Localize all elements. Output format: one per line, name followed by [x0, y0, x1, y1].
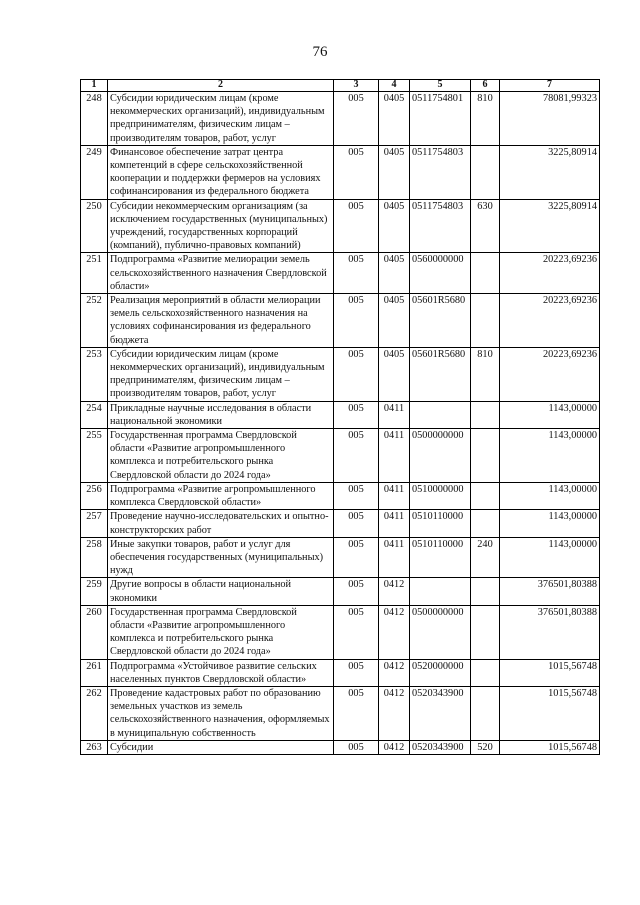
row-vid — [471, 145, 500, 199]
page-number: 76 — [312, 44, 328, 60]
row-razdel: 0405 — [379, 294, 410, 348]
row-vid — [471, 253, 500, 294]
row-number: 255 — [81, 429, 108, 483]
row-ved: 005 — [334, 145, 379, 199]
row-name: Субсидии некоммерческим организациям (за исключением государственных (муниципальных) учреждений, государственных корпораций (компаний), публично-правовых компаний) — [108, 199, 334, 253]
row-sum: 1015,56748 — [500, 740, 600, 754]
row-name: Подпрограмма «Развитие мелиорации земель сельскохозяйственного назначения Свердловской области» — [108, 253, 334, 294]
row-target: 0520343900 — [410, 740, 471, 754]
row-number: 256 — [81, 482, 108, 509]
row-number: 261 — [81, 659, 108, 686]
row-vid — [471, 401, 500, 428]
row-name: Подпрограмма «Устойчивое развитие сельских населенных пунктов Свердловской области» — [108, 659, 334, 686]
row-razdel: 0405 — [379, 145, 410, 199]
row-name: Проведение научно-исследовательских и опытно-конструкторских работ — [108, 510, 334, 537]
table-row — [81, 145, 600, 199]
row-vid — [471, 482, 500, 509]
row-sum: 1015,56748 — [500, 686, 600, 740]
row-number: 250 — [81, 199, 108, 253]
row-vid — [471, 510, 500, 537]
row-ved: 005 — [334, 740, 379, 754]
row-target: 0510000000 — [410, 482, 471, 509]
row-number: 258 — [81, 537, 108, 578]
row-razdel: 0405 — [379, 253, 410, 294]
row-target — [410, 578, 471, 605]
table-row — [81, 253, 600, 294]
row-razdel: 0412 — [379, 659, 410, 686]
row-ved: 005 — [334, 347, 379, 401]
row-sum: 78081,99323 — [500, 92, 600, 146]
row-ved: 005 — [334, 253, 379, 294]
table-row — [81, 401, 600, 428]
row-sum: 1143,00000 — [500, 537, 600, 578]
row-target: 0520000000 — [410, 659, 471, 686]
row-name: Субсидии — [108, 740, 334, 754]
table-row — [81, 686, 600, 740]
table-row — [81, 482, 600, 509]
table-row — [81, 605, 600, 659]
row-sum: 1143,00000 — [500, 401, 600, 428]
table-row — [81, 199, 600, 253]
row-target — [410, 401, 471, 428]
row-razdel: 0405 — [379, 92, 410, 146]
table-row — [81, 537, 600, 578]
row-razdel: 0412 — [379, 686, 410, 740]
row-ved: 005 — [334, 605, 379, 659]
row-target: 05601R5680 — [410, 294, 471, 348]
row-sum: 1015,56748 — [500, 659, 600, 686]
row-number: 249 — [81, 145, 108, 199]
row-name: Иные закупки товаров, работ и услуг для обеспечения государственных (муниципальных) нужд — [108, 537, 334, 578]
row-vid — [471, 578, 500, 605]
row-ved: 005 — [334, 92, 379, 146]
budget-table — [80, 79, 600, 755]
column-header: 5 — [410, 80, 471, 92]
row-target: 0500000000 — [410, 429, 471, 483]
row-target: 0500000000 — [410, 605, 471, 659]
row-target: 0510110000 — [410, 510, 471, 537]
row-sum: 376501,80388 — [500, 605, 600, 659]
row-target: 0511754803 — [410, 199, 471, 253]
row-number: 262 — [81, 686, 108, 740]
row-sum: 3225,80914 — [500, 145, 600, 199]
row-number: 248 — [81, 92, 108, 146]
row-sum: 1143,00000 — [500, 482, 600, 509]
row-number: 251 — [81, 253, 108, 294]
row-vid: 240 — [471, 537, 500, 578]
row-ved: 005 — [334, 482, 379, 509]
row-razdel: 0411 — [379, 510, 410, 537]
row-number: 260 — [81, 605, 108, 659]
row-vid — [471, 294, 500, 348]
row-target: 0560000000 — [410, 253, 471, 294]
row-razdel: 0412 — [379, 578, 410, 605]
row-name: Государственная программа Свердловской области «Развитие агропромышленного комплекса и потребительского рынка Свердловской области до 2024 года» — [108, 605, 334, 659]
row-sum: 1143,00000 — [500, 510, 600, 537]
row-number: 259 — [81, 578, 108, 605]
row-razdel: 0411 — [379, 401, 410, 428]
row-ved: 005 — [334, 510, 379, 537]
table-row — [81, 92, 600, 146]
table-row — [81, 659, 600, 686]
row-razdel: 0405 — [379, 347, 410, 401]
column-header: 1 — [81, 80, 108, 92]
row-ved: 005 — [334, 578, 379, 605]
row-vid: 810 — [471, 92, 500, 146]
row-ved: 005 — [334, 199, 379, 253]
row-target: 0510110000 — [410, 537, 471, 578]
row-name: Реализация мероприятий в области мелиорации земель сельскохозяйственного назначения на условиях софинансирования из федерального бюджета — [108, 294, 334, 348]
row-razdel: 0411 — [379, 537, 410, 578]
row-vid: 810 — [471, 347, 500, 401]
row-vid — [471, 605, 500, 659]
row-sum: 1143,00000 — [500, 429, 600, 483]
row-number: 263 — [81, 740, 108, 754]
row-sum: 20223,69236 — [500, 294, 600, 348]
row-target: 0511754801 — [410, 92, 471, 146]
row-vid: 520 — [471, 740, 500, 754]
row-target: 05601R5680 — [410, 347, 471, 401]
row-sum: 3225,80914 — [500, 199, 600, 253]
row-name: Проведение кадастровых работ по образованию земельных участков из земель сельскохозяйственного назначения, оформляемых в муниципальную собственность — [108, 686, 334, 740]
row-name: Другие вопросы в области национальной экономики — [108, 578, 334, 605]
row-sum: 376501,80388 — [500, 578, 600, 605]
table-row — [81, 347, 600, 401]
row-name: Подпрограмма «Развитие агропромышленного комплекса Свердловской области» — [108, 482, 334, 509]
row-vid — [471, 429, 500, 483]
table-row — [81, 578, 600, 605]
row-ved: 005 — [334, 401, 379, 428]
row-ved: 005 — [334, 294, 379, 348]
column-header: 2 — [108, 80, 334, 92]
row-number: 252 — [81, 294, 108, 348]
column-header: 6 — [471, 80, 500, 92]
row-number: 257 — [81, 510, 108, 537]
table-row — [81, 740, 600, 754]
column-header: 4 — [379, 80, 410, 92]
column-header: 7 — [500, 80, 600, 92]
row-razdel: 0411 — [379, 429, 410, 483]
row-sum: 20223,69236 — [500, 347, 600, 401]
row-ved: 005 — [334, 686, 379, 740]
table-row — [81, 510, 600, 537]
row-ved: 005 — [334, 659, 379, 686]
row-ved: 005 — [334, 429, 379, 483]
row-vid — [471, 686, 500, 740]
row-name: Финансовое обеспечение затрат центра компетенций в сфере сельскохозяйственной кооперации и поддержки фермеров на условиях софинансирования из федерального бюджета — [108, 145, 334, 199]
row-vid: 630 — [471, 199, 500, 253]
row-razdel: 0411 — [379, 482, 410, 509]
row-razdel: 0412 — [379, 605, 410, 659]
row-sum: 20223,69236 — [500, 253, 600, 294]
row-target: 0520343900 — [410, 686, 471, 740]
table-row — [81, 429, 600, 483]
row-razdel: 0405 — [379, 199, 410, 253]
row-name: Государственная программа Свердловской области «Развитие агропромышленного комплекса и потребительского рынка Свердловской области до 2024 года» — [108, 429, 334, 483]
table-row — [81, 294, 600, 348]
row-target: 0511754803 — [410, 145, 471, 199]
row-name: Субсидии юридическим лицам (кроме некоммерческих организаций), индивидуальным предпринимателям, физическим лицам – производителям товаров, работ, услуг — [108, 92, 334, 146]
row-name: Субсидии юридическим лицам (кроме некоммерческих организаций), индивидуальным предпринимателям, физическим лицам – производителям товаров, работ, услуг — [108, 347, 334, 401]
row-number: 254 — [81, 401, 108, 428]
row-ved: 005 — [334, 537, 379, 578]
column-header: 3 — [334, 80, 379, 92]
row-number: 253 — [81, 347, 108, 401]
row-razdel: 0412 — [379, 740, 410, 754]
row-vid — [471, 659, 500, 686]
table-header-row — [81, 80, 600, 92]
row-name: Прикладные научные исследования в области национальной экономики — [108, 401, 334, 428]
